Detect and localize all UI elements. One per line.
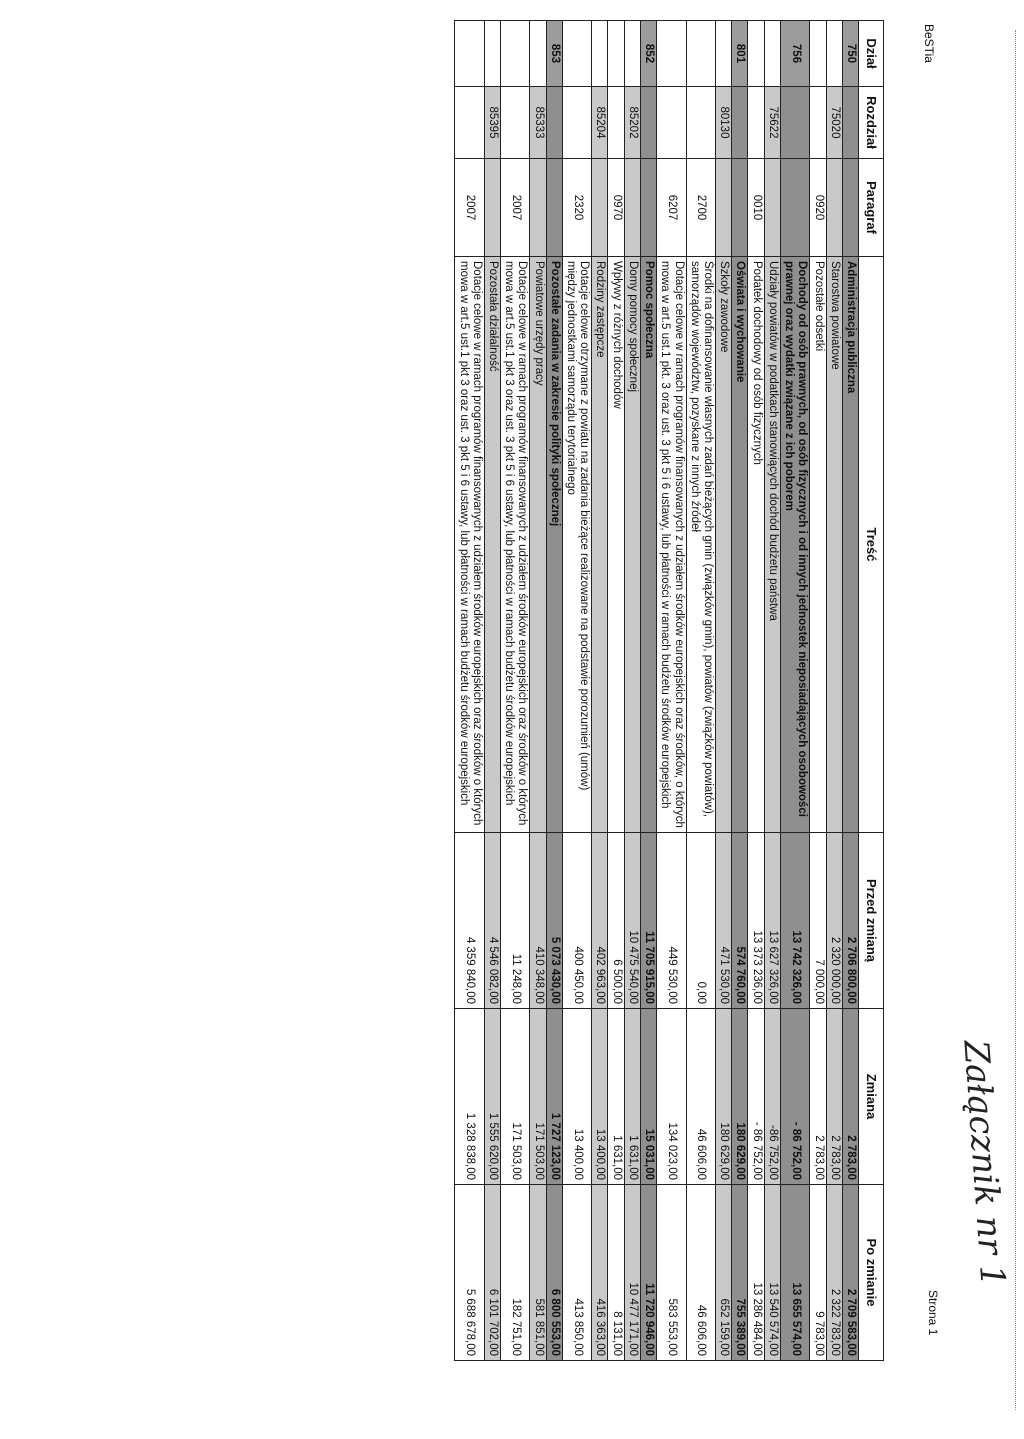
cell-paragraf	[624, 159, 640, 257]
cell-zmiana: 2 783,00	[810, 1009, 826, 1185]
cell-po-zmianie: 10 477 171,00	[624, 1185, 640, 1361]
cell-przed-zmiana: 471 530,00	[716, 833, 732, 1009]
cell-tresc: Domy pomocy społecznej	[624, 257, 640, 833]
cell-dzial	[810, 21, 826, 87]
cell-paragraf	[764, 159, 780, 257]
cell-przed-zmiana: 400 450,00	[562, 833, 591, 1009]
table-row	[592, 21, 608, 1361]
cell-po-zmianie: 13 286 484,00	[748, 1185, 764, 1361]
cell-paragraf: 6207	[657, 159, 686, 257]
table-row	[640, 21, 656, 1361]
cell-dzial	[764, 21, 780, 87]
cell-paragraf	[842, 159, 858, 257]
cell-przed-zmiana: 4 546 082,00	[484, 833, 500, 1009]
table-row	[546, 21, 562, 1361]
table-row	[455, 21, 484, 1361]
cell-tresc: Pomoc społeczna	[640, 257, 656, 833]
page-edge-line	[1015, 30, 1016, 1410]
cell-po-zmianie: 9 783,00	[810, 1185, 826, 1361]
cell-paragraf: 2320	[562, 159, 591, 257]
header-dzial: Dział	[859, 21, 884, 87]
cell-paragraf	[530, 159, 546, 257]
cell-rozdzial	[780, 87, 809, 159]
cell-tresc: Pozostałe zadania w zakresie polityki społecznej	[546, 257, 562, 833]
cell-dzial: 756	[780, 21, 809, 87]
cell-zmiana: 171 503,00	[530, 1009, 546, 1185]
cell-tresc: Wpływy z różnych dochodów	[608, 257, 624, 833]
table-row	[500, 21, 529, 1361]
cell-rozdzial: 85204	[592, 87, 608, 159]
header-po-zmianie: Po zmianie	[859, 1185, 884, 1361]
cell-paragraf	[640, 159, 656, 257]
cell-paragraf	[732, 159, 748, 257]
cell-tresc: Dotacje celowe w ramach programów finansowanych z udziałem środków europejskich oraz środków, o których mowa w art.5 ust.1 pkt. 3 oraz ust. 3 pkt 5 i 6 ustawy, lub płatności w ramach budżetu środków europejskich	[657, 257, 686, 833]
cell-po-zmianie: 2 322 783,00	[826, 1185, 842, 1361]
cell-po-zmianie: 5 688 678,00	[455, 1185, 484, 1361]
cell-dzial	[657, 21, 686, 87]
cell-paragraf: 2007	[500, 159, 529, 257]
cell-paragraf: 2700	[686, 159, 715, 257]
cell-przed-zmiana: 6 500,00	[608, 833, 624, 1009]
cell-tresc: Szkoły zawodowe	[716, 257, 732, 833]
cell-przed-zmiana: 13 627 326,00	[764, 833, 780, 1009]
cell-zmiana: 1 555 620,00	[484, 1009, 500, 1185]
cell-tresc: Rodziny zastępcze	[592, 257, 608, 833]
cell-przed-zmiana: 4 359 840,00	[455, 833, 484, 1009]
table-row	[764, 21, 780, 1361]
cell-paragraf: 0920	[810, 159, 826, 257]
cell-dzial	[500, 21, 529, 87]
cell-przed-zmiana: 11 705 915,00	[640, 833, 656, 1009]
cell-tresc: Pozostała działalność	[484, 257, 500, 833]
cell-po-zmianie: 13 655 574,00	[780, 1185, 809, 1361]
cell-przed-zmiana: 10 475 540,00	[624, 833, 640, 1009]
cell-dzial: 853	[546, 21, 562, 87]
cell-po-zmianie: 11 720 946,00	[640, 1185, 656, 1361]
cell-zmiana: 1 328 838,00	[455, 1009, 484, 1185]
table-header-row	[859, 21, 884, 1361]
cell-paragraf	[546, 159, 562, 257]
cell-paragraf	[826, 159, 842, 257]
table-row	[608, 21, 624, 1361]
cell-przed-zmiana: 2 320 000,00	[826, 833, 842, 1009]
cell-rozdzial: 80130	[716, 87, 732, 159]
cell-dzial	[484, 21, 500, 87]
table-row	[624, 21, 640, 1361]
cell-paragraf	[780, 159, 809, 257]
cell-przed-zmiana: 5 073 430,00	[546, 833, 562, 1009]
cell-dzial	[748, 21, 764, 87]
cell-zmiana: - 86 752,00	[748, 1009, 764, 1185]
cell-po-zmianie: 583 553,00	[657, 1185, 686, 1361]
cell-dzial	[826, 21, 842, 87]
cell-paragraf	[592, 159, 608, 257]
cell-tresc: Dotacje celowe w ramach programów finansowanych z udziałem środków europejskich oraz środków o których mowa w art.5 ust.1 pkt 3 oraz ust. 3 pkt 5 i 6 ustawy, lub płatności w ramach budżetu środków europejskich	[500, 257, 529, 833]
header-zmiana: Zmiana	[859, 1009, 884, 1185]
cell-dzial	[455, 21, 484, 87]
budget-changes-table	[454, 20, 884, 1361]
header-rozdzial: Rozdział	[859, 87, 884, 159]
cell-dzial: 852	[640, 21, 656, 87]
cell-po-zmianie: 8 131,00	[608, 1185, 624, 1361]
cell-zmiana: -86 752,00	[764, 1009, 780, 1185]
table-row	[780, 21, 809, 1361]
cell-zmiana: - 86 752,00	[780, 1009, 809, 1185]
cell-paragraf	[484, 159, 500, 257]
cell-zmiana: 2 783,00	[826, 1009, 842, 1185]
header-przed-zmiana: Przed zmianą	[859, 833, 884, 1009]
table-row	[484, 21, 500, 1361]
cell-dzial	[608, 21, 624, 87]
table-row	[686, 21, 715, 1361]
cell-zmiana: 1 631,00	[608, 1009, 624, 1185]
cell-zmiana: 171 503,00	[500, 1009, 529, 1185]
cell-tresc: Starostwa powiatowe	[826, 257, 842, 833]
cell-zmiana: 1 631,00	[624, 1009, 640, 1185]
cell-rozdzial: 85333	[530, 87, 546, 159]
header-paragraf: Paragraf	[859, 159, 884, 257]
cell-dzial	[686, 21, 715, 87]
cell-zmiana: 180 629,00	[732, 1009, 748, 1185]
cell-po-zmianie: 2 709 583,00	[842, 1185, 858, 1361]
cell-rozdzial	[748, 87, 764, 159]
cell-tresc: Udziały powiatów w podatkach stanowiących dochód budżetu państwa	[764, 257, 780, 833]
cell-paragraf: 2007	[455, 159, 484, 257]
cell-przed-zmiana: 2 706 800,00	[842, 833, 858, 1009]
cell-rozdzial: 75622	[764, 87, 780, 159]
footer-page-number: Strona 1	[926, 1290, 940, 1336]
cell-rozdzial	[640, 87, 656, 159]
cell-po-zmianie: 413 850,00	[562, 1185, 591, 1361]
cell-zmiana: 46 606,00	[686, 1009, 715, 1185]
cell-zmiana: 180 629,00	[716, 1009, 732, 1185]
table-row	[826, 21, 842, 1361]
cell-rozdzial	[842, 87, 858, 159]
cell-po-zmianie: 755 389,00	[732, 1185, 748, 1361]
cell-tresc: Dotacje celowe w ramach programów finansowanych z udziałem środków europejskich oraz środków o których mowa w art.5 ust.1 pkt 3 oraz ust. 3 pkt 5 i 6 ustawy, lub płatności w ramach budżetu środków europejskich	[455, 257, 484, 833]
cell-rozdzial	[455, 87, 484, 159]
cell-tresc: Środki na dofinansowanie własnych zadań bieżących gmin (związków gmin), powiatów (związków powiatów), samorządów województw, pozyskane z innych źródeł	[686, 257, 715, 833]
cell-zmiana: 15 031,00	[640, 1009, 656, 1185]
cell-dzial: 801	[732, 21, 748, 87]
cell-przed-zmiana: 410 348,00	[530, 833, 546, 1009]
cell-zmiana: 13 400,00	[592, 1009, 608, 1185]
attachment-handwritten-label: Załącznik nr 1	[955, 1038, 1013, 1289]
cell-przed-zmiana: 0,00	[686, 833, 715, 1009]
cell-tresc: Podatek dochodowy od osób fizycznych	[748, 257, 764, 833]
cell-rozdzial	[686, 87, 715, 159]
table-row	[748, 21, 764, 1361]
cell-rozdzial	[810, 87, 826, 159]
cell-dzial	[530, 21, 546, 87]
cell-zmiana: 13 400,00	[562, 1009, 591, 1185]
cell-przed-zmiana: 11 248,00	[500, 833, 529, 1009]
cell-przed-zmiana: 13 742 326,00	[780, 833, 809, 1009]
cell-po-zmianie: 416 363,00	[592, 1185, 608, 1361]
cell-rozdzial: 85202	[624, 87, 640, 159]
cell-rozdzial	[732, 87, 748, 159]
cell-przed-zmiana: 13 373 236,00	[748, 833, 764, 1009]
footer-software-name: BeSTia	[922, 24, 936, 63]
cell-rozdzial: 85395	[484, 87, 500, 159]
cell-tresc: Powiatowe urzędy pracy	[530, 257, 546, 833]
table-row	[562, 21, 591, 1361]
cell-rozdzial	[546, 87, 562, 159]
cell-zmiana: 134 023,00	[657, 1009, 686, 1185]
cell-po-zmianie: 581 851,00	[530, 1185, 546, 1361]
cell-rozdzial	[562, 87, 591, 159]
cell-dzial	[716, 21, 732, 87]
header-tresc: Treść	[859, 257, 884, 833]
cell-paragraf	[716, 159, 732, 257]
cell-tresc: Pozostałe odsetki	[810, 257, 826, 833]
cell-po-zmianie: 652 159,00	[716, 1185, 732, 1361]
cell-po-zmianie: 6 101 702,00	[484, 1185, 500, 1361]
cell-rozdzial: 75020	[826, 87, 842, 159]
table-row	[716, 21, 732, 1361]
cell-rozdzial	[608, 87, 624, 159]
cell-dzial	[562, 21, 591, 87]
cell-po-zmianie: 13 540 574,00	[764, 1185, 780, 1361]
cell-zmiana: 1 727 123,00	[546, 1009, 562, 1185]
cell-po-zmianie: 182 751,00	[500, 1185, 529, 1361]
cell-dzial: 750	[842, 21, 858, 87]
cell-tresc: Dochody od osób prawnych, od osób fizycznych i od innych jednostek nieposiadających osobowości prawnej oraz wydatki związane z ich poborem	[780, 257, 809, 833]
cell-paragraf: 0010	[748, 159, 764, 257]
cell-zmiana: 2 783,00	[842, 1009, 858, 1185]
cell-dzial	[624, 21, 640, 87]
cell-dzial	[592, 21, 608, 87]
cell-przed-zmiana: 7 000,00	[810, 833, 826, 1009]
cell-przed-zmiana: 402 963,00	[592, 833, 608, 1009]
table-row	[732, 21, 748, 1361]
cell-rozdzial	[500, 87, 529, 159]
cell-tresc: Dotacje celowe otrzymane z powiatu na zadania bieżące realizowane na podstawie porozumień (umów) między jednostkami samorządu terytorialnego	[562, 257, 591, 833]
cell-rozdzial	[657, 87, 686, 159]
cell-po-zmianie: 46 606,00	[686, 1185, 715, 1361]
table-row	[810, 21, 826, 1361]
cell-przed-zmiana: 449 530,00	[657, 833, 686, 1009]
cell-tresc: Oświata i wychowanie	[732, 257, 748, 833]
cell-po-zmianie: 6 800 553,00	[546, 1185, 562, 1361]
table-row	[530, 21, 546, 1361]
cell-tresc: Administracja publiczna	[842, 257, 858, 833]
cell-przed-zmiana: 574 760,00	[732, 833, 748, 1009]
table-row	[842, 21, 858, 1361]
table-row	[657, 21, 686, 1361]
table-body	[455, 21, 859, 1361]
cell-paragraf: 0970	[608, 159, 624, 257]
